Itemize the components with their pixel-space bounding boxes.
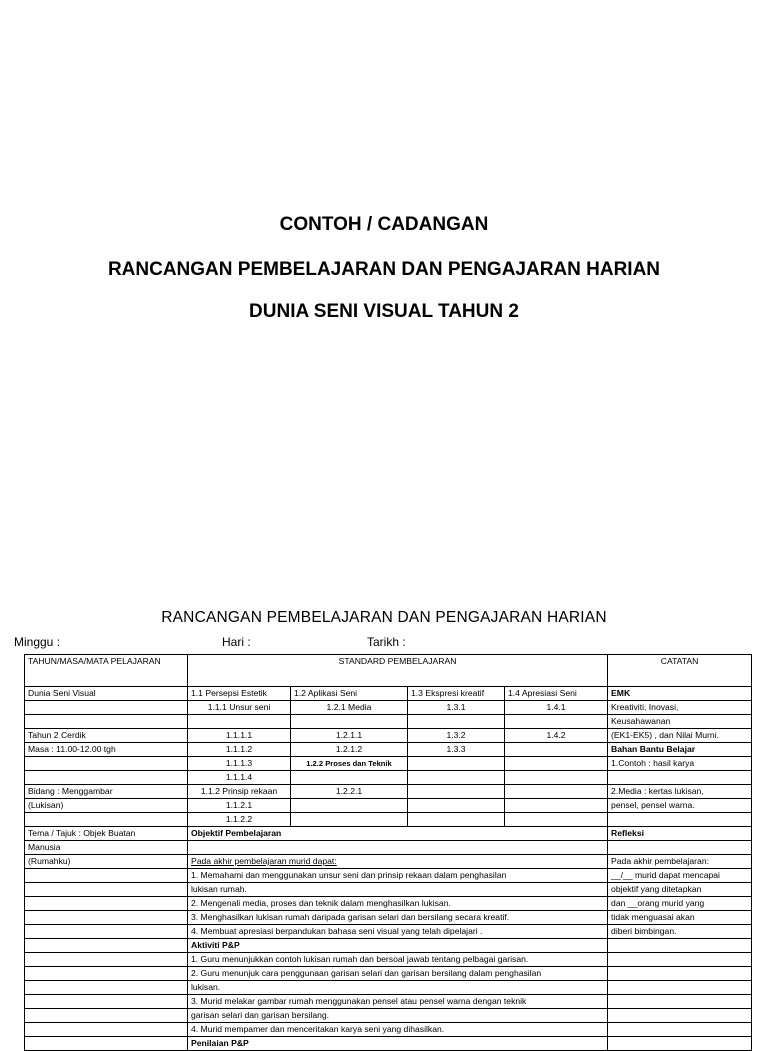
table-row [25,967,752,981]
table-cell [25,967,188,981]
table-cell: (EK1-EK5) , dan Nilai Murni. [608,729,752,743]
table-row [25,995,752,1009]
table-row [25,911,752,925]
table-cell: 3. Menghasilkan lukisan rumah daripada garisan selari dan bersilang secara kreatif. [188,911,608,925]
table-cell: 1.2.2 Proses dan Teknik [291,757,408,771]
table-cell [291,813,408,827]
table-cell: Aktiviti P&P [188,939,608,953]
table-cell: 1.2.2.1 [291,785,408,799]
table-cell [25,771,188,785]
table-cell [25,911,188,925]
table-cell: 1.2 Aplikasi Seni [291,687,408,701]
table-cell: pensel, pensel warna. [608,799,752,813]
table-cell: 1.1.2.1 [188,799,291,813]
table-row [25,925,752,939]
table-cell: 1. Guru menunjukkan contoh lukisan rumah dan bersoal jawab tentang pelbagai garisan. [188,953,608,967]
table-cell [25,925,188,939]
table-cell [188,715,291,729]
table-cell: 1.2.1 Media [291,701,408,715]
table-cell [25,1023,188,1037]
table-cell: Bidang : Menggambar [25,785,188,799]
header-catatan: CATATAN [608,655,752,687]
table-cell [608,841,752,855]
table-row [25,1037,752,1051]
table-cell [408,771,505,785]
table-row [25,1009,752,1023]
table-cell [608,981,752,995]
table-cell [608,1023,752,1037]
table-row [25,757,752,771]
cover-title-line1: CONTOH / CADANGAN [279,214,489,235]
table-cell [25,701,188,715]
table-cell [25,981,188,995]
table-cell [408,757,505,771]
form-title: RANCANGAN PEMBELAJARAN DAN PENGAJARAN HARIAN [161,609,607,626]
table-row [25,715,752,729]
table-cell: Masa : 11.00-12.00 tgh [25,743,188,757]
minggu-label: Minggu : [14,635,61,649]
table-cell: 1.3.2 [408,729,505,743]
table-cell: 4. Murid mempamer dan menceritakan karya seni yang dihasilkan. [188,1023,608,1037]
table-cell [505,757,608,771]
table-cell [291,799,408,813]
table-row [25,813,752,827]
table-cell [25,995,188,1009]
table-header-row [25,655,752,687]
table-row [25,897,752,911]
table-cell: 1.1 Persepsi Estetik [188,687,291,701]
table-cell: Tema / Tajuk : Objek Buatan [25,827,188,841]
table-cell: Bahan Bantu Belajar [608,743,752,757]
table-cell: Pada akhir pembelajaran: [608,855,752,869]
table-row [25,743,752,757]
table-cell: 1.1.1.2 [188,743,291,757]
tarikh-label: Tarikh : [367,635,406,649]
cover-title-line2: RANCANGAN PEMBELAJARAN DAN PENGAJARAN HARIAN [107,259,661,280]
table-cell [505,715,608,729]
table-cell [408,715,505,729]
table-cell [505,771,608,785]
table-row [25,869,752,883]
table-cell [608,813,752,827]
table-cell [608,939,752,953]
table-cell [25,869,188,883]
table-cell: tidak menguasai akan [608,911,752,925]
table-cell [25,1009,188,1023]
table-cell [505,813,608,827]
table-cell [25,813,188,827]
table-cell: Objektif Pembelajaran [188,827,608,841]
table-row [25,939,752,953]
table-cell [608,967,752,981]
table-row [25,953,752,967]
table-cell: Dunia Seni Visual [25,687,188,701]
table-cell: Pada akhir pembelajaran murid dapat: [188,855,608,869]
table-cell: 1.1.2.2 [188,813,291,827]
table-cell: 2.Media : kertas lukisan, [608,785,752,799]
table-cell [25,897,188,911]
table-row [25,1023,752,1037]
table-cell [25,757,188,771]
table-cell: garisan selari dan garisan bersilang. [188,1009,608,1023]
table-cell: Penilaian P&P [188,1037,608,1051]
table-cell: 1.1.2 Prinsip rekaan [188,785,291,799]
table-cell [25,953,188,967]
table-cell: diberi bimbingan. [608,925,752,939]
table-cell: lukisan rumah. [188,883,608,897]
table-row [25,771,752,785]
table-cell: 2. Mengenali media, proses dan teknik dalam menghasilkan lukisan. [188,897,608,911]
table-cell: dan __orang murid yang [608,897,752,911]
table-cell: Keusahawanan [608,715,752,729]
table-cell: 1.1.1.1 [188,729,291,743]
table-cell: Kreativiti, Inovasi, [608,701,752,715]
table-cell: 1.Contoh : hasil karya [608,757,752,771]
table-cell [408,799,505,813]
table-cell [608,1037,752,1051]
table-cell [608,953,752,967]
table-cell: 4. Membuat apresiasi berpandukan bahasa seni visual yang telah dipelajari . [188,925,608,939]
table-cell: 1.3 Ekspresi kreatif [408,687,505,701]
table-cell [291,771,408,785]
table-cell: 3. Murid melakar gambar rumah menggunakan pensel atau pensel warna dengan teknik [188,995,608,1009]
table-cell [25,715,188,729]
table-cell [291,715,408,729]
table-cell [408,813,505,827]
table-row [25,799,752,813]
table-cell [608,995,752,1009]
table-cell [608,1009,752,1023]
table-cell: 1.4.2 [505,729,608,743]
table-cell: 1.3.1 [408,701,505,715]
table-cell [25,883,188,897]
table-cell: objektif yang ditetapkan [608,883,752,897]
table-row [25,883,752,897]
hari-label: Hari : [222,635,251,649]
table-cell: Tahun 2 Cerdik [25,729,188,743]
table-cell [408,785,505,799]
table-cell [505,785,608,799]
table-cell [505,799,608,813]
table-row [25,841,752,855]
table-row [25,701,752,715]
table-cell [25,939,188,953]
table-cell: (Lukisan) [25,799,188,813]
table-cell: __/__ murid dapat mencapai [608,869,752,883]
lesson-plan-table [24,654,752,1051]
table-cell [188,841,608,855]
table-cell: 1.2.1.1 [291,729,408,743]
table-cell [25,1037,188,1051]
table-cell: EMK [608,687,752,701]
table-cell [505,743,608,757]
table-cell [608,771,752,785]
table-cell: lukisan. [188,981,608,995]
table-cell: 1.3.3 [408,743,505,757]
table-cell: 1.2.1.2 [291,743,408,757]
table-cell: Manusia [25,841,188,855]
table-cell: 1.4 Apresiasi Seni [505,687,608,701]
table-row [25,729,752,743]
table-row [25,687,752,701]
cover-title-line3: DUNIA SENI VISUAL TAHUN 2 [249,301,519,322]
table-cell: 2. Guru menunjuk cara penggunaan garisan selari dan garisan bersilang dalam penghasilan [188,967,608,981]
table-cell: Refleksi [608,827,752,841]
table-row [25,855,752,869]
table-row [25,981,752,995]
table-cell: 1.1.1.4 [188,771,291,785]
table-row [25,827,752,841]
table-cell: 1. Memahami dan menggunakan unsur seni dan prinsip rekaan dalam penghasilan [188,869,608,883]
table-cell: 1.4.1 [505,701,608,715]
table-cell: 1.1.1 Unsur seni [188,701,291,715]
table-cell: 1.1.1.3 [188,757,291,771]
header-tahun-masa: TAHUN/MASA/MATA PELAJARAN [25,655,188,687]
table-cell: (Rumahku) [25,855,188,869]
header-standard-pembelajaran: STANDARD PEMBELAJARAN [188,655,608,687]
table-row [25,785,752,799]
